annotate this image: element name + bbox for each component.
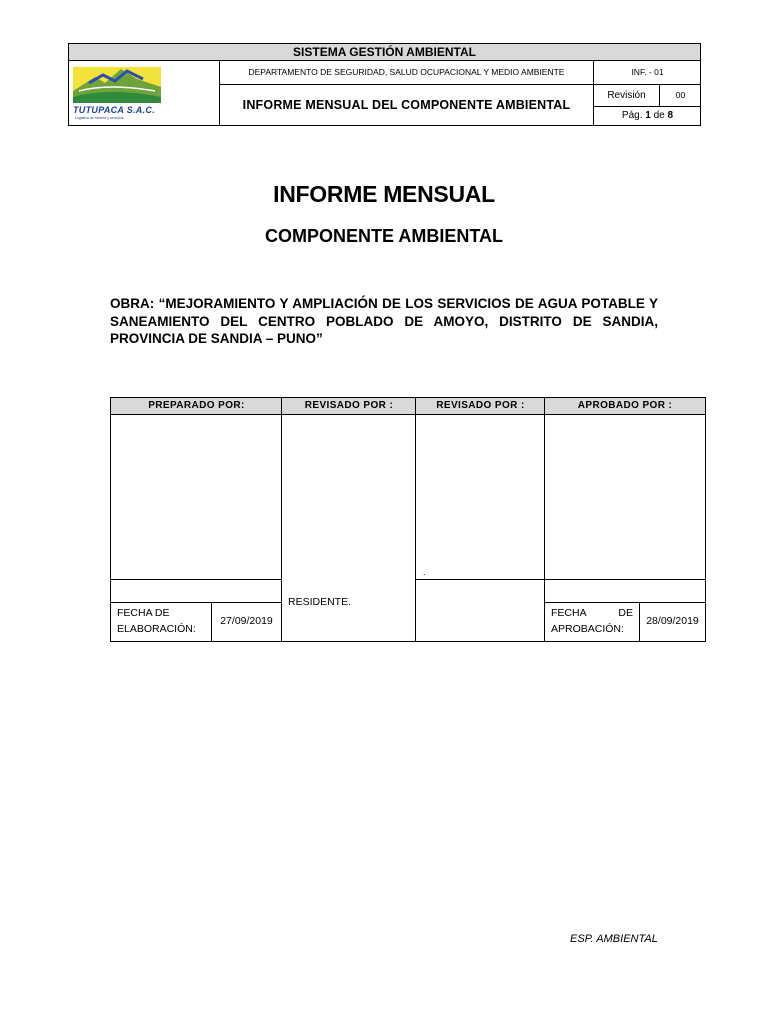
system-title: SISTEMA GESTIÓN AMBIENTAL (68, 43, 701, 61)
col-divider (544, 398, 545, 641)
residente-label: RESIDENTE. (288, 596, 352, 608)
row-divider (416, 579, 545, 580)
page-current: 1 (645, 110, 651, 121)
approval-table (110, 397, 706, 642)
project-description: OBRA: “MEJORAMIENTO Y AMPLIACIÓN DE LOS SERVICIOS DE AGUA POTABLE Y SANEAMIENTO DEL CENTRO POBLADO DE AMOYO, DISTRITO DE SANDIA, PROVINCIA DE SANDIA – PUNO” (110, 296, 658, 346)
revision-value: 00 (660, 85, 701, 107)
logo-name: TUTUPACA S.A.C. (73, 105, 155, 115)
footer-signature: ESP. AMBIENTAL (570, 933, 658, 945)
header-reviewed-by-2: REVISADO POR : (416, 398, 545, 415)
header-reviewed-by-1: REVISADO POR : (282, 398, 416, 415)
document-header (68, 61, 701, 126)
main-subtitle: COMPONENTE AMBIENTAL (265, 226, 503, 246)
header-approved-by: APROBADO POR : (545, 398, 705, 415)
fecha-elaboracion-label: FECHA DE ELABORACIÓN: (117, 607, 196, 635)
company-logo (69, 61, 220, 125)
col-divider (415, 398, 416, 641)
report-title: INFORME MENSUAL DEL COMPONENTE AMBIENTAL (220, 85, 594, 125)
logo-tagline: Logistica de minería y servicios (75, 116, 124, 120)
col-divider (281, 398, 282, 641)
row-divider (545, 602, 705, 603)
page-prefix: Pág. (621, 110, 643, 121)
fecha-elaboracion-value: 27/09/2019 (220, 615, 273, 627)
fecha-aprobacion-value: 28/09/2019 (646, 615, 699, 627)
department-name: DEPARTAMENTO DE SEGURIDAD, SALUD OCUPACIONAL Y MEDIO AMBIENTE (220, 61, 594, 85)
dot-mark: . (423, 567, 426, 577)
header-prepared-by: PREPARADO POR: (111, 398, 282, 415)
document-code: INF. - 01 (594, 61, 701, 85)
fecha-aprobacion-label: FECHA DE APROBACIÓN: (551, 607, 633, 635)
row-divider (111, 602, 282, 603)
page-sep: de (653, 110, 665, 121)
page-indicator (594, 107, 701, 125)
revision-label: Revisión (594, 85, 660, 107)
page-total: 8 (667, 110, 674, 121)
row-divider (545, 579, 705, 580)
row-divider (111, 579, 282, 580)
main-title: INFORME MENSUAL (273, 181, 495, 207)
mountain-logo-icon (69, 61, 219, 105)
